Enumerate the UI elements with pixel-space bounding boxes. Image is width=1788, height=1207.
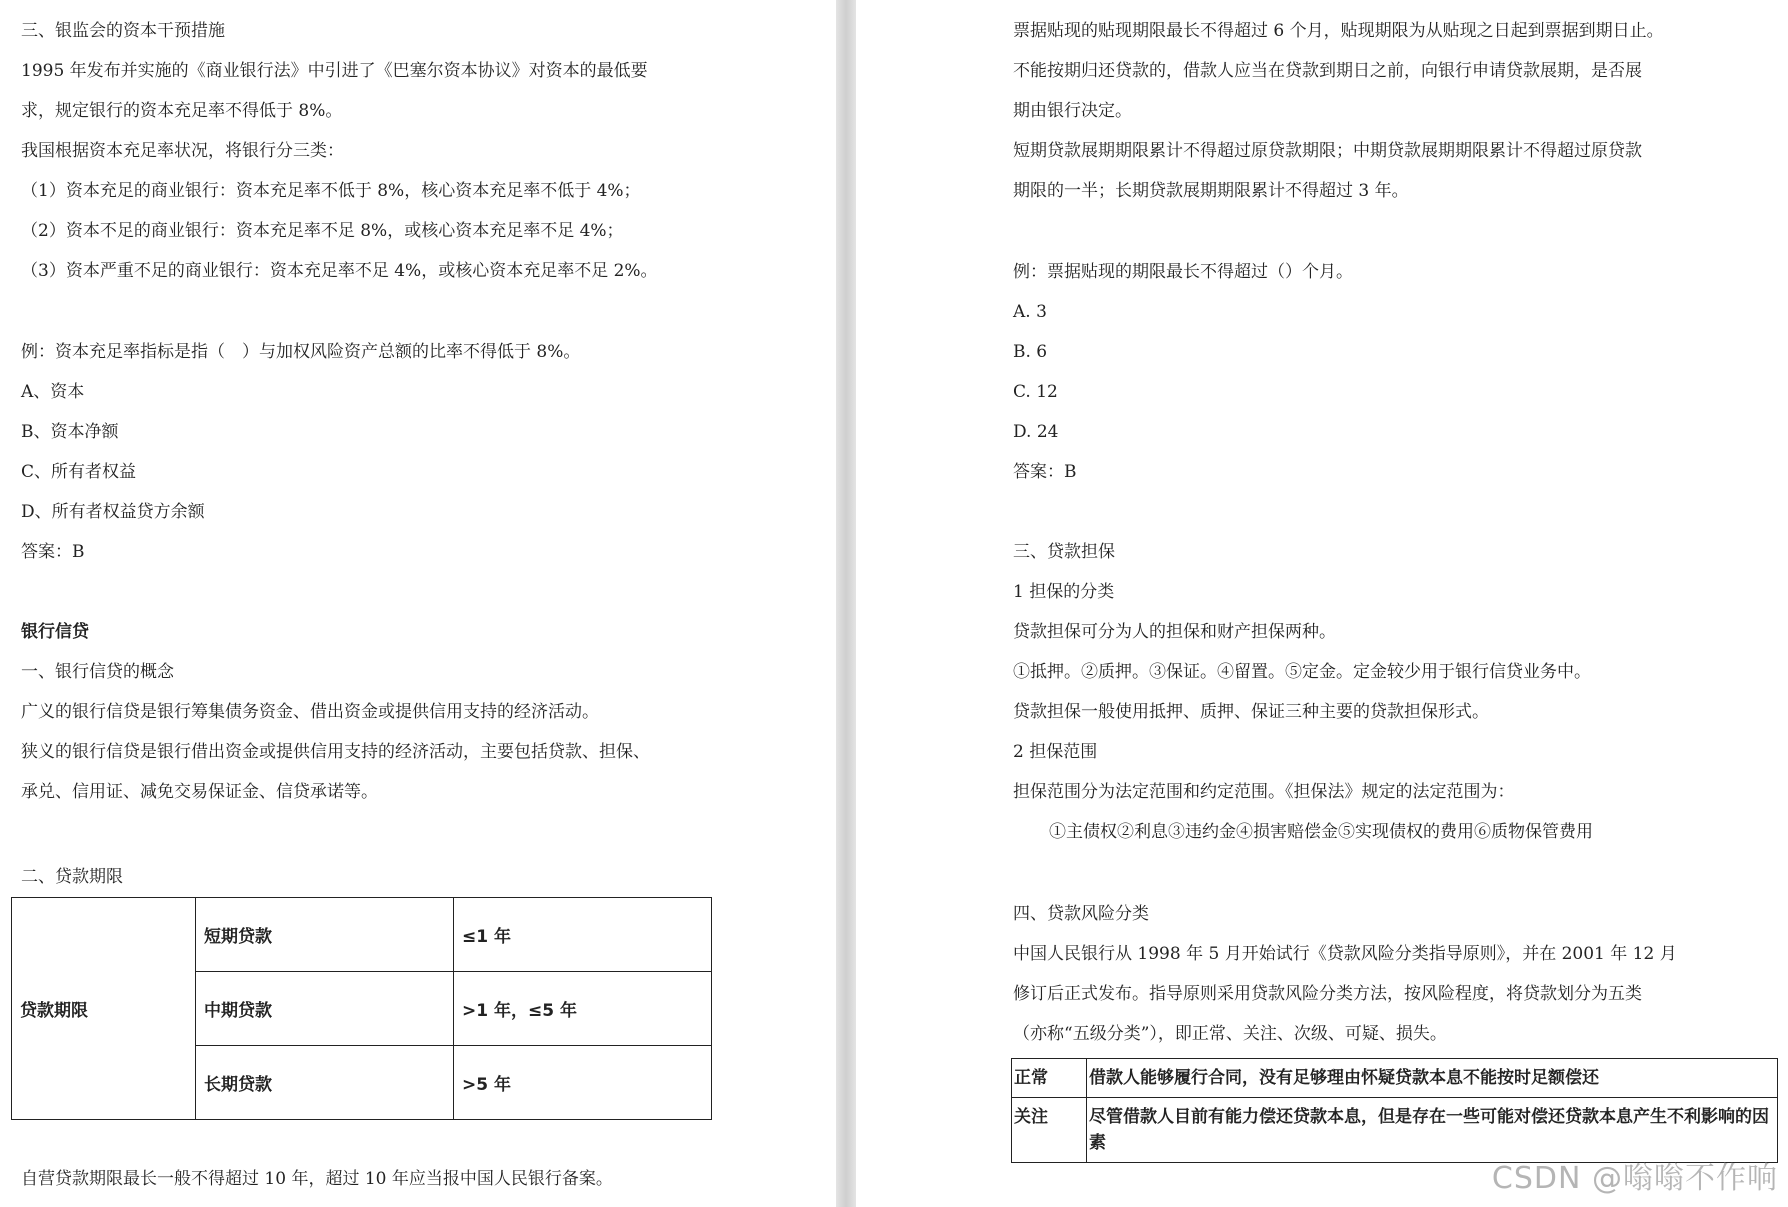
- loan-type-cell: 短期贷款: [196, 898, 454, 972]
- paragraph-line: 期由银行决定。: [1013, 101, 1132, 121]
- loan-type-cell: 中期贷款: [196, 972, 454, 1046]
- option-a: A. 3: [1013, 302, 1047, 322]
- paragraph-line: 贷款担保一般使用抵押、质押、保证三种主要的贷款担保形式。: [1013, 702, 1489, 722]
- section-heading: 三、贷款担保: [1013, 542, 1115, 562]
- table-row: [1012, 1059, 1778, 1098]
- page-gutter: [836, 0, 856, 1207]
- paragraph-line: 求，规定银行的资本充足率不得低于 8%。: [21, 101, 343, 121]
- subsection-heading: 1 担保的分类: [1013, 582, 1115, 602]
- paragraph-line: 承兑、信用证、减免交易保证金、信贷承诺等。: [21, 782, 378, 802]
- list-item: （2）资本不足的商业银行：资本充足率不足 8%，或核心资本充足率不足 4%；: [21, 221, 624, 241]
- list-item: （3）资本严重不足的商业银行：资本充足率不足 4%，或核心资本充足率不足 2%。: [21, 261, 658, 281]
- paragraph-line: 短期贷款展期期限累计不得超过原贷款期限；中期贷款展期期限累计不得超过原贷款: [1013, 141, 1642, 161]
- paragraph-line: 贷款担保可分为人的担保和财产担保两种。: [1013, 622, 1336, 642]
- section-heading: 二、贷款期限: [21, 867, 123, 887]
- loan-term-cell: >1 年，≤5 年: [454, 972, 712, 1046]
- section-heading: 四、贷款风险分类: [1013, 904, 1149, 924]
- watermark: CSDN @嗡嗡不作响: [1491, 1161, 1778, 1196]
- paragraph-line: 担保范围分为法定范围和约定范围。《担保法》规定的法定范围为：: [1013, 782, 1515, 802]
- paragraph-line: ①主债权②利息③违约金④损害赔偿金⑤实现债权的费用⑥质物保管费用: [1049, 822, 1593, 842]
- left-page: [0, 0, 836, 1207]
- table-header-cell: 贷款期限: [12, 898, 196, 1120]
- loan-type-cell: 长期贷款: [196, 1046, 454, 1120]
- loan-term-table: [11, 897, 712, 1120]
- option-d: D. 24: [1013, 422, 1059, 442]
- option-b: B. 6: [1013, 342, 1048, 362]
- option-a: A、资本: [21, 382, 85, 402]
- risk-grade-cell: 关注: [1012, 1098, 1087, 1163]
- example-question: 例：资本充足率指标是指（ ）与加权风险资产总额的比率不得低于 8%。: [21, 342, 581, 362]
- paragraph-line: 期限的一半；长期贷款展期期限累计不得超过 3 年。: [1013, 181, 1409, 201]
- paragraph-line: （亦称“五级分类”），即正常、关注、次级、可疑、损失。: [1013, 1024, 1447, 1044]
- loan-term-cell: >5 年: [454, 1046, 712, 1120]
- subsection-heading: 2 担保范围: [1013, 742, 1098, 762]
- paragraph-line: ①抵押。②质押。③保证。④留置。⑤定金。定金较少用于银行信贷业务中。: [1013, 662, 1591, 682]
- section-title: 银行信贷: [21, 622, 89, 642]
- paragraph-line: 广义的银行信贷是银行筹集债务资金、借出资金或提供信用支持的经济活动。: [21, 702, 599, 722]
- loan-term-cell: ≤1 年: [454, 898, 712, 972]
- paragraph-line: 不能按期归还贷款的，借款人应当在贷款到期日之前，向银行申请贷款展期，是否展: [1013, 61, 1642, 81]
- right-page: [856, 0, 1788, 1207]
- risk-classification-table: [1011, 1058, 1778, 1163]
- answer: 答案：B: [21, 542, 85, 562]
- paragraph-line: 1995 年发布并实施的《商业银行法》中引进了《巴塞尔资本协议》对资本的最低要: [21, 61, 648, 81]
- paragraph-line: 自营贷款期限最长一般不得超过 10 年，超过 10 年应当报中国人民银行备案。: [21, 1169, 613, 1189]
- option-c: C. 12: [1013, 382, 1058, 402]
- paragraph-line: 票据贴现的贴现期限最长不得超过 6 个月，贴现期限为从贴现之日起到票据到期日止。: [1013, 21, 1664, 41]
- risk-desc-cell: 尽管借款人目前有能力偿还贷款本息，但是存在一些可能对偿还贷款本息产生不利影响的因素: [1087, 1098, 1778, 1163]
- section-heading: 三、银监会的资本干预措施: [21, 21, 225, 41]
- option-d: D、所有者权益贷方余额: [21, 502, 205, 522]
- risk-desc-cell: 借款人能够履行合同，没有足够理由怀疑贷款本息不能按时足额偿还: [1087, 1059, 1778, 1098]
- example-question: 例：票据贴现的期限最长不得超过（）个月。: [1013, 262, 1353, 282]
- paragraph-line: 我国根据资本充足率状况，将银行分三类：: [21, 141, 344, 161]
- option-c: C、所有者权益: [21, 462, 137, 482]
- paragraph-line: 中国人民银行从 1998 年 5 月开始试行《贷款风险分类指导原则》，并在 2001 年 12 月: [1013, 944, 1677, 964]
- paragraph-line: 修订后正式发布。指导原则采用贷款风险分类方法，按风险程度，将贷款划分为五类: [1013, 984, 1642, 1004]
- risk-grade-cell: 正常: [1012, 1059, 1087, 1098]
- section-heading: 一、银行信贷的概念: [21, 662, 174, 682]
- paragraph-line: 狭义的银行信贷是银行借出资金或提供信用支持的经济活动，主要包括贷款、担保、: [21, 742, 650, 762]
- list-item: （1）资本充足的商业银行：资本充足率不低于 8%，核心资本充足率不低于 4%；: [21, 181, 641, 201]
- answer: 答案：B: [1013, 462, 1077, 482]
- option-b: B、资本净额: [21, 422, 119, 442]
